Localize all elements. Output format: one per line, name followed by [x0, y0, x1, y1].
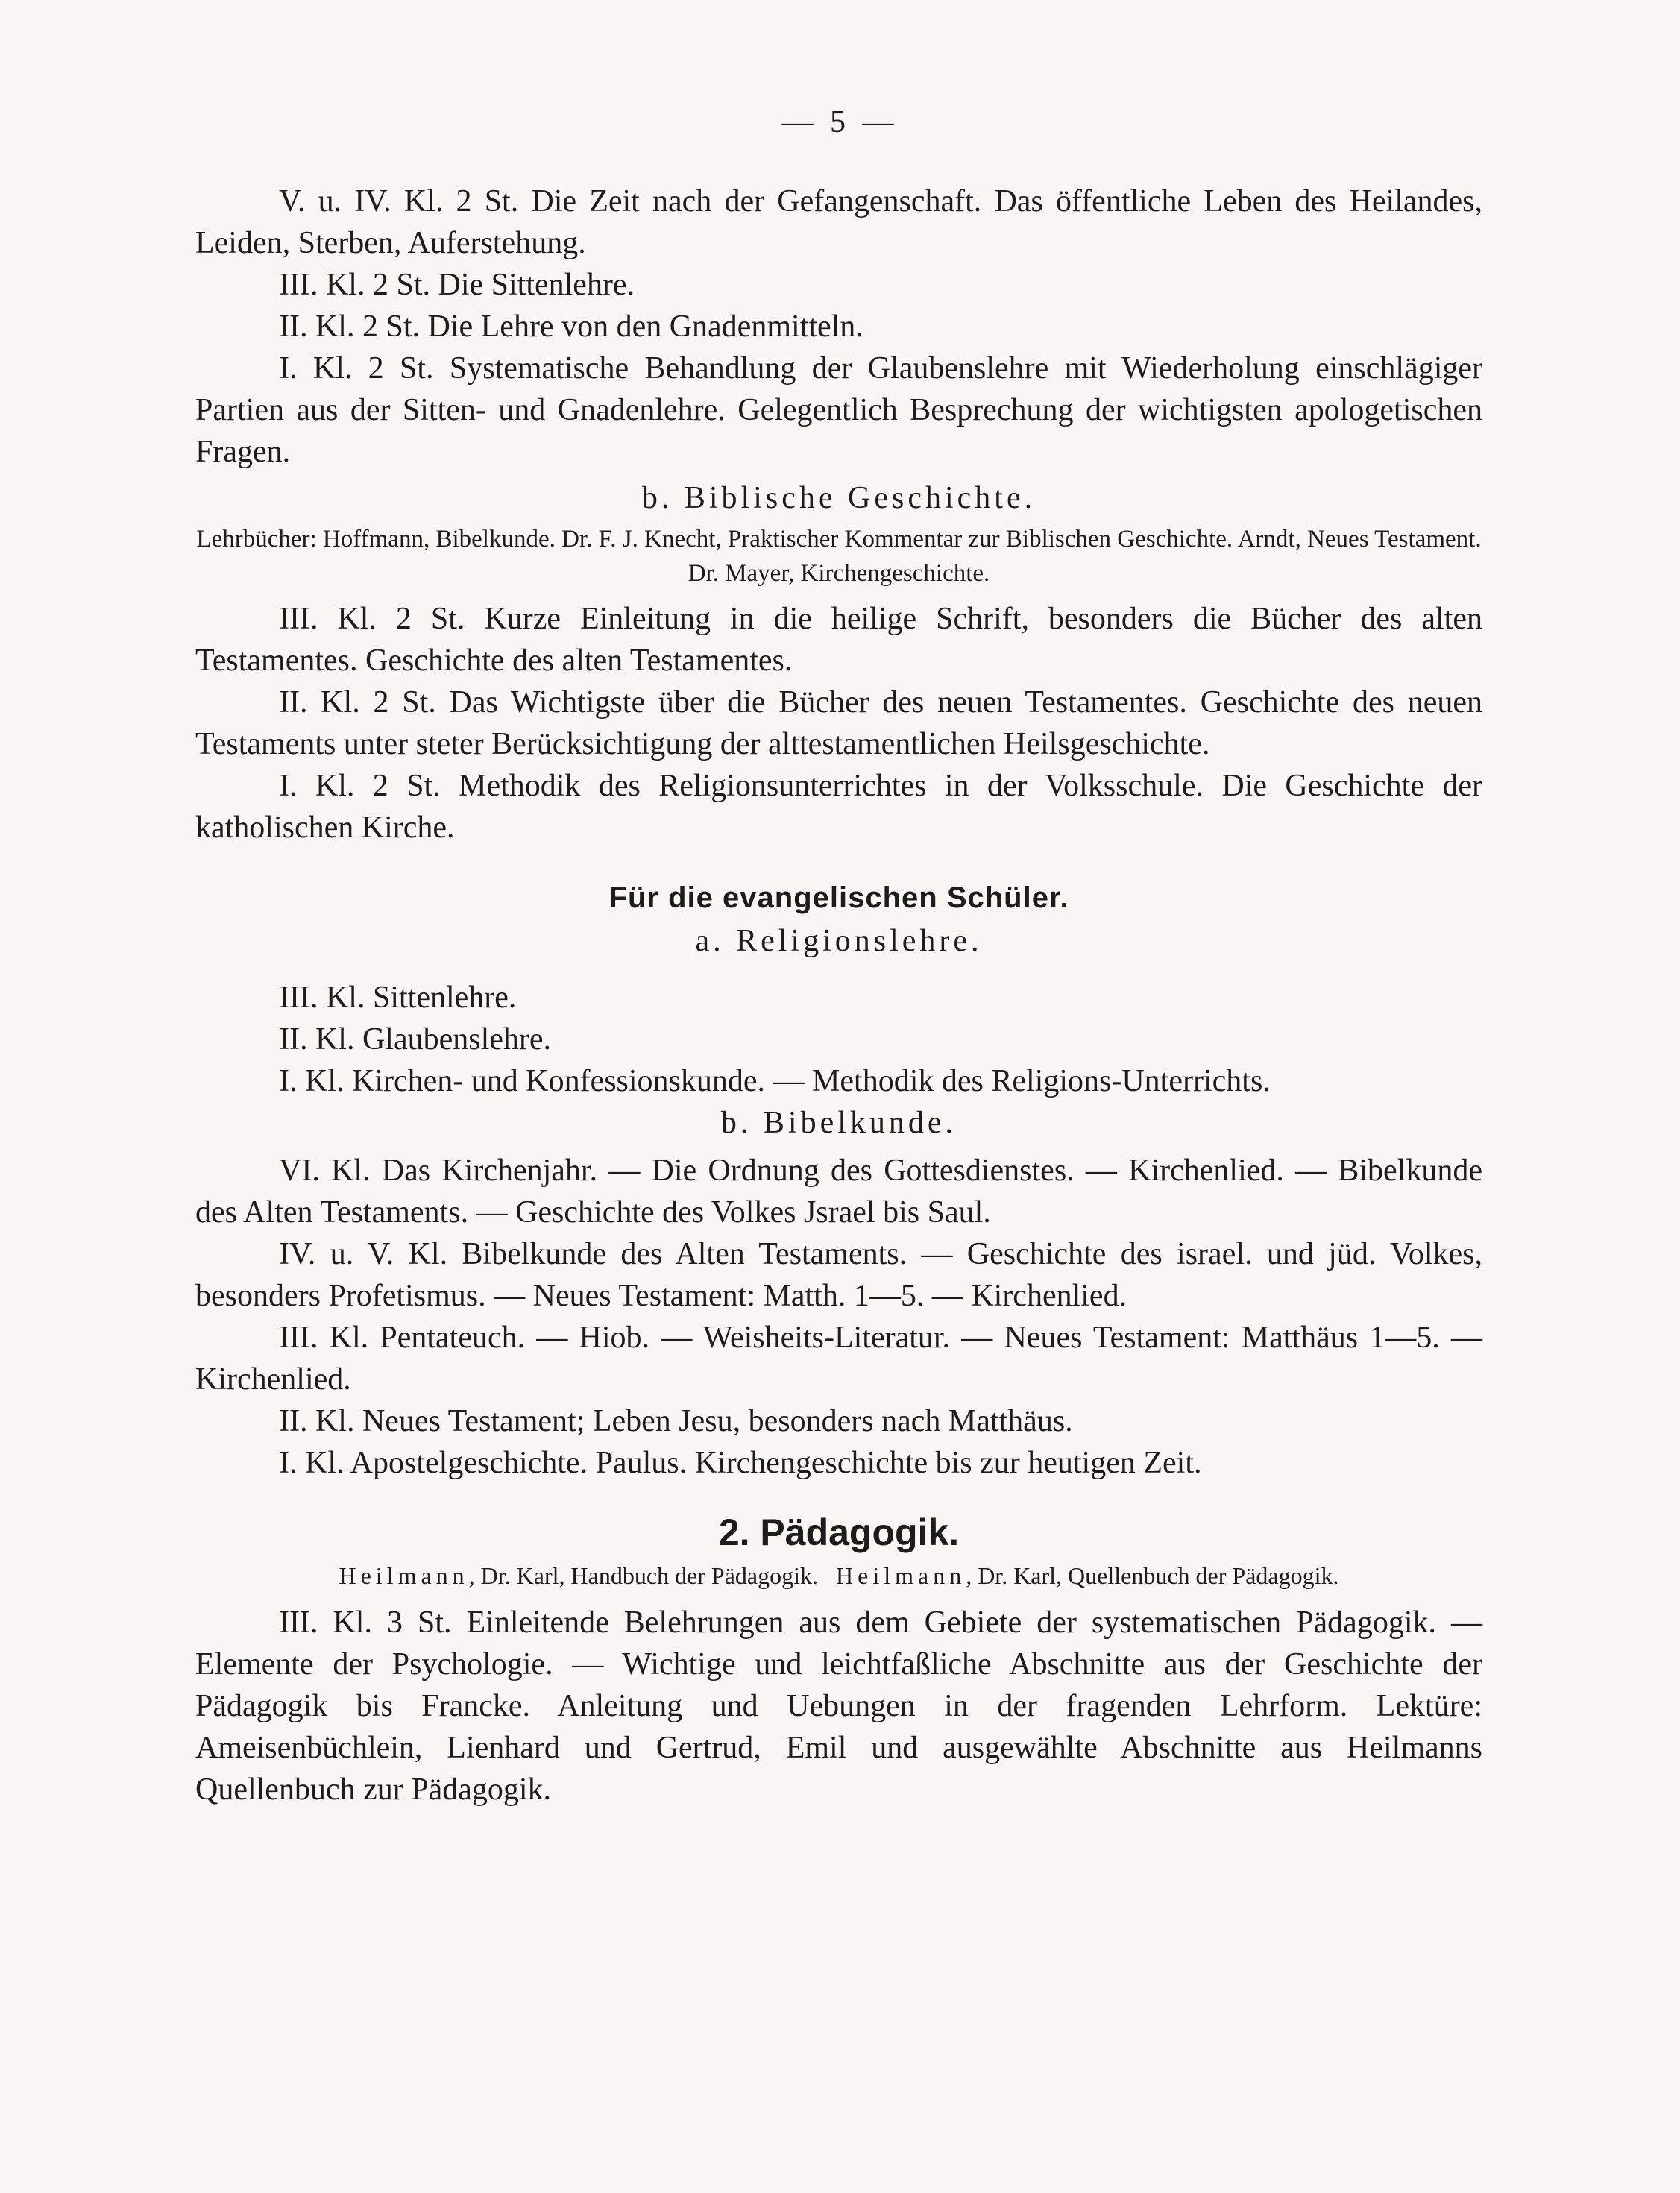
subheading-religionslehre: a. Religionslehre. [695, 924, 983, 958]
ref-author: Heilmann [339, 1562, 469, 1589]
list-item: III. Kl. Sittenlehre. [279, 981, 517, 1015]
section-heading-biblische-geschichte: b. Biblische Geschichte. [641, 481, 1036, 515]
ref-text: , Dr. Karl, Handbuch der Pädagogik. [468, 1562, 818, 1589]
paragraph: III. Kl. 2 St. Kurze Einleitung in die heilige Schrift, besonders die Bücher des alten Testamentes. Geschichte des alten Testamentes. [195, 602, 1482, 678]
paragraph: III. Kl. 2 St. Die Sittenlehre. [279, 268, 635, 302]
reference-line [195, 1558, 1482, 1593]
page-number: — 5 — [781, 105, 899, 139]
list-item: IV. u. V. Kl. Bibelkunde des Alten Testaments. — Geschichte des israel. und jüd. Volkes, besonders Profetismus. — Neues Testament: Matth. 1—5. — Kirchenlied. [195, 1237, 1482, 1313]
list-item: II. Kl. Glaubenslehre. [279, 1022, 552, 1057]
list-item: I. Kl. Apostelgeschichte. Paulus. Kirchengeschichte bis zur heutigen Zeit. [279, 1446, 1202, 1480]
paragraph: I. Kl. 2 St. Methodik des Religionsunterrichtes in der Volksschule. Die Geschichte der katholischen Kirche. [195, 769, 1482, 845]
paragraph: II. Kl. 2 St. Das Wichtigste über die Bücher des neuen Testamentes. Geschichte des neuen Testaments unter steter Berücksichtigung der alttestamentlichen Heilsgeschichte. [195, 685, 1482, 761]
list-item: I. Kl. Kirchen- und Konfessionskunde. — Methodik des Religions-Unterrichts. [279, 1064, 1271, 1098]
section-heading-paedagogik: 2. Pädagogik. [718, 1511, 960, 1553]
paragraph: III. Kl. 3 St. Einleitende Belehrungen aus dem Gebiete der systematischen Pädagogik. — Elemente der Psychologie. — Wichtige und leichtfaßliche Abschnitte aus der Geschichte der Pädagogik bis Francke. Anleitung und Uebungen in der fragenden Lehrform. Lektüre: Ameisenbüchlein, Lienhard und Gertrud, Emil und ausgewählte Abschnitte aus Heilmanns Quellenbuch zur Pädagogik. [195, 1605, 1482, 1807]
list-item: III. Kl. Pentateuch. — Hiob. — Weisheits-Literatur. — Neues Testament: Matthäus 1—5. — Kirchenlied. [195, 1321, 1482, 1397]
ref-author: Heilmann [836, 1562, 966, 1589]
subheading-bibelkunde: b. Bibelkunde. [720, 1106, 957, 1140]
textbooks-note: Lehrbücher: Hoffmann, Bibelkunde. Dr. F. J. Knecht, Praktischer Kommentar zur Biblischen Geschichte. Arndt, Neues Testament. Dr. Mayer, Kirchengeschichte. [196, 526, 1482, 587]
paragraph: I. Kl. 2 St. Systematische Behandlung der Glaubenslehre mit Wiederholung einschlägiger Partien aus der Sitten- und Gnadenlehre. Gelegentlich Besprechung der wichtigsten apologetischen Fragen. [195, 351, 1482, 469]
text-column [195, 180, 1482, 1810]
ref-text: , Dr. Karl, Quellenbuch der Pädagogik. [966, 1562, 1339, 1589]
paragraph: II. Kl. 2 St. Die Lehre von den Gnadenmitteln. [279, 309, 863, 344]
list-item: II. Kl. Neues Testament; Leben Jesu, besonders nach Matthäus. [279, 1404, 1073, 1438]
section-heading-evangelical: Für die evangelischen Schüler. [608, 881, 1069, 914]
paragraph: V. u. IV. Kl. 2 St. Die Zeit nach der Gefangenschaft. Das öffentliche Leben des Heilandes, Leiden, Sterben, Auferstehung. [195, 184, 1482, 260]
list-item: VI. Kl. Das Kirchenjahr. — Die Ordnung des Gottesdienstes. — Kirchenlied. — Bibelkunde des Alten Testaments. — Geschichte des Volkes Jsrael bis Saul. [195, 1154, 1482, 1230]
